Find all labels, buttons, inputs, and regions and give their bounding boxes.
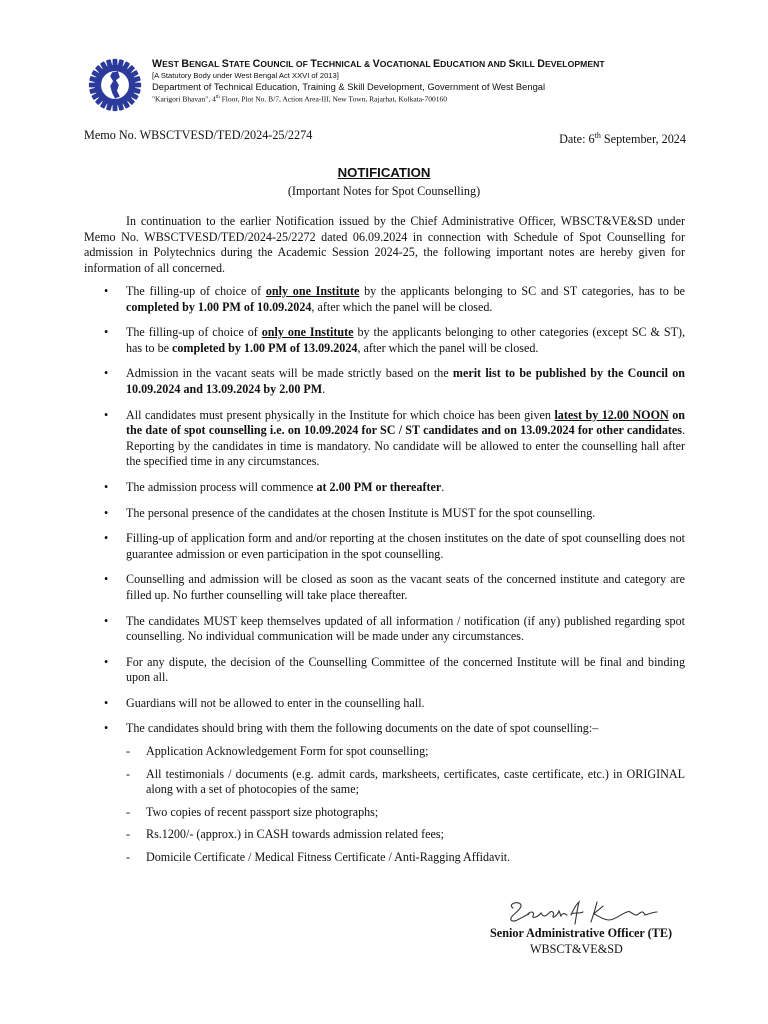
- bullet-icon: •: [104, 407, 109, 422]
- document-text: Two copies of recent passport size photographs;: [146, 804, 379, 819]
- bullet-icon: •: [104, 479, 109, 494]
- document-text: All testimonials / documents (e.g. admit cards, marksheets, certificates, caste certificate, etc.) in ORIGINAL along with a set of photocopies of the same;: [146, 766, 685, 797]
- council-logo-icon: [86, 56, 144, 114]
- note-item: [84, 721, 685, 865]
- dash-icon: -: [126, 804, 131, 819]
- address-line: "Karigori Bhavan", 4th Floor, Plot No. B/7, Action Area-III, New Town, Rajarhat, Kolkata-700160: [152, 94, 448, 104]
- dash-icon: -: [126, 766, 131, 781]
- note-item: [84, 655, 685, 686]
- council-name: [152, 58, 712, 71]
- council-name-initial: S: [508, 58, 516, 70]
- note-text: merit list to be published by the Council on 10.09.2024 and 13.09.2024 by 2.00 PM: [126, 366, 685, 396]
- bullet-icon: •: [104, 613, 109, 628]
- note-text: The candidates should bring with them the following documents on the date of spot counselling:–: [126, 721, 599, 736]
- bullet-icon: •: [104, 531, 109, 546]
- note-item: [84, 506, 685, 522]
- note-text: only one Institute: [261, 325, 354, 340]
- dash-icon: -: [126, 850, 131, 865]
- memo-row: [84, 128, 686, 147]
- bullet-icon: •: [104, 695, 109, 710]
- council-name-initial: W: [152, 58, 163, 70]
- document-text: Domicile Certificate / Medical Fitness Certificate / Anti-Ragging Affidavit.: [146, 850, 511, 865]
- note-text: Counselling and admission will be closed as soon as the vacant seats of the concerned institute and category are filled up. No further counselling will take place thereafter.: [126, 572, 685, 602]
- note-text: .: [441, 479, 445, 494]
- document-item: [126, 805, 685, 821]
- note-item: [84, 696, 685, 712]
- signatory-org: WBSCT&VE&SD: [530, 942, 623, 956]
- note-item: [84, 408, 685, 470]
- note-text: . Reporting by the candidates in time is mandatory. No candidate will be allowed to enter the counselling hall after the specified time in any circumstances.: [126, 423, 685, 469]
- note-text: by the applicants belonging to SC and ST categories, has to be: [359, 284, 685, 298]
- council-name-rest: DUCATION AND: [440, 59, 509, 69]
- council-name-initial: V: [372, 58, 380, 70]
- council-name-rest: EST: [162, 59, 182, 69]
- note-item: [84, 366, 685, 397]
- signatory-title: Senior Administrative Officer (TE): [490, 926, 673, 940]
- council-name-initial: C: [252, 58, 261, 70]
- note-text: at 2.00 PM or thereafter: [316, 479, 442, 494]
- document-item: [126, 827, 685, 843]
- bullet-icon: •: [104, 654, 109, 669]
- note-item: [84, 325, 685, 356]
- note-text: The personal presence of the candidates at the chosen Institute is MUST for the spot counselling.: [126, 505, 596, 520]
- note-text: completed by 1.00 PM of 13.09.2024: [172, 340, 358, 355]
- note-text: All candidates must present physically in the Institute for which choice has been given: [126, 407, 555, 422]
- note-text: The filling-up of choice of: [126, 284, 266, 298]
- note-text: The filling-up of choice of: [126, 325, 262, 340]
- bullet-icon: •: [104, 284, 109, 298]
- note-text: only one Institute: [265, 284, 360, 298]
- council-name-rest: OUNCIL OF: [260, 59, 311, 69]
- document-item: [126, 850, 685, 866]
- intro-paragraph: In continuation to the earlier Notification issued by the Chief Administrative Officer, WBSCT&VE&SD under Memo No. WBSCTVESD/TED/2024-25/2272 dated 06.09.2024 in connection with Schedule of Spot Counselling for admission in Polytechnics during the Academic Session 2024-25, the following important notes are hereby given for information of all concerned.: [84, 214, 685, 275]
- signature-icon: [505, 896, 665, 930]
- note-item: [84, 531, 685, 562]
- council-name-rest: TATE: [228, 59, 253, 69]
- note-text: The candidates MUST keep themselves updated of all information / notification (if any) published regarding spot counselling. No individual communication will be made under any circumstances.: [126, 613, 685, 644]
- council-name-initial: E: [432, 58, 441, 70]
- document-item: [126, 744, 685, 760]
- council-name-initial: S: [221, 58, 229, 70]
- note-text: Guardians will not be allowed to enter in the counselling hall.: [126, 695, 425, 710]
- memo-number: Memo No. WBSCTVESD/TED/2024-25/2274: [84, 128, 313, 142]
- council-name-rest: ECHNICAL &: [316, 59, 373, 69]
- department-line: Department of Technical Education, Training & Skill Development, Government of West Bengal: [152, 81, 546, 92]
- note-text: , after which the panel will be closed.: [311, 299, 493, 314]
- document-text: Rs.1200/- (approx.) in CASH towards admission related fees;: [146, 827, 444, 842]
- note-text: The admission process will commence: [126, 479, 317, 494]
- note-item: [84, 614, 685, 645]
- dash-icon: -: [126, 744, 131, 759]
- note-text: .: [322, 381, 326, 396]
- council-name-initial: D: [537, 58, 545, 70]
- letterhead: [152, 58, 712, 105]
- note-text: on the date of spot counselling i.e. on 10.09.2024 for SC / ST candidates and on 13.09.2024 for other candidates: [126, 407, 686, 438]
- council-name-rest: ENGAL: [189, 59, 222, 69]
- document-item: [126, 767, 685, 798]
- notification-title: NOTIFICATION: [337, 165, 431, 180]
- bullet-icon: •: [104, 366, 109, 381]
- bullet-icon: •: [104, 721, 109, 736]
- note-item: [84, 480, 685, 496]
- memo-date: Date: 6th September, 2024: [559, 131, 686, 147]
- statutory-line: [A Statutory Body under West Bengal Act XXVI of 2013]: [152, 71, 339, 80]
- council-name-rest: OCATIONAL: [379, 59, 433, 69]
- bullet-icon: •: [104, 505, 109, 520]
- bullet-icon: •: [104, 325, 109, 340]
- note-text: completed by 1.00 PM of 10.09.2024: [126, 299, 312, 314]
- notification-subtitle: (Important Notes for Spot Counselling): [287, 184, 481, 198]
- note-text: , after which the panel will be closed.: [357, 340, 539, 355]
- council-name-initial: T: [310, 58, 317, 70]
- documents-list: [126, 744, 685, 866]
- note-text: For any dispute, the decision of the Counselling Committee of the concerned Institute will be final and binding upon all.: [126, 654, 685, 685]
- document-text: Application Acknowledgement Form for spot counselling;: [146, 744, 429, 759]
- note-text: Admission in the vacant seats will be made strictly based on the: [126, 366, 453, 381]
- note-text: latest by 12.00 NOON: [554, 407, 669, 422]
- note-text: Filling-up of application form and and/or reporting at the chosen institutes on the date of spot counselling does not guarantee admission or even participation in the spot counselling.: [126, 531, 685, 561]
- note-text: by the applicants belonging to other categories (except SC & ST), has to be: [126, 325, 686, 355]
- note-item: [84, 284, 685, 315]
- notes-list: [84, 284, 685, 876]
- council-name-rest: KILL: [515, 59, 538, 69]
- note-item: [84, 572, 685, 603]
- council-name-initial: B: [181, 58, 190, 70]
- bullet-icon: •: [104, 572, 109, 587]
- council-name-rest: EVELOPMENT: [544, 59, 605, 69]
- dash-icon: -: [126, 827, 131, 842]
